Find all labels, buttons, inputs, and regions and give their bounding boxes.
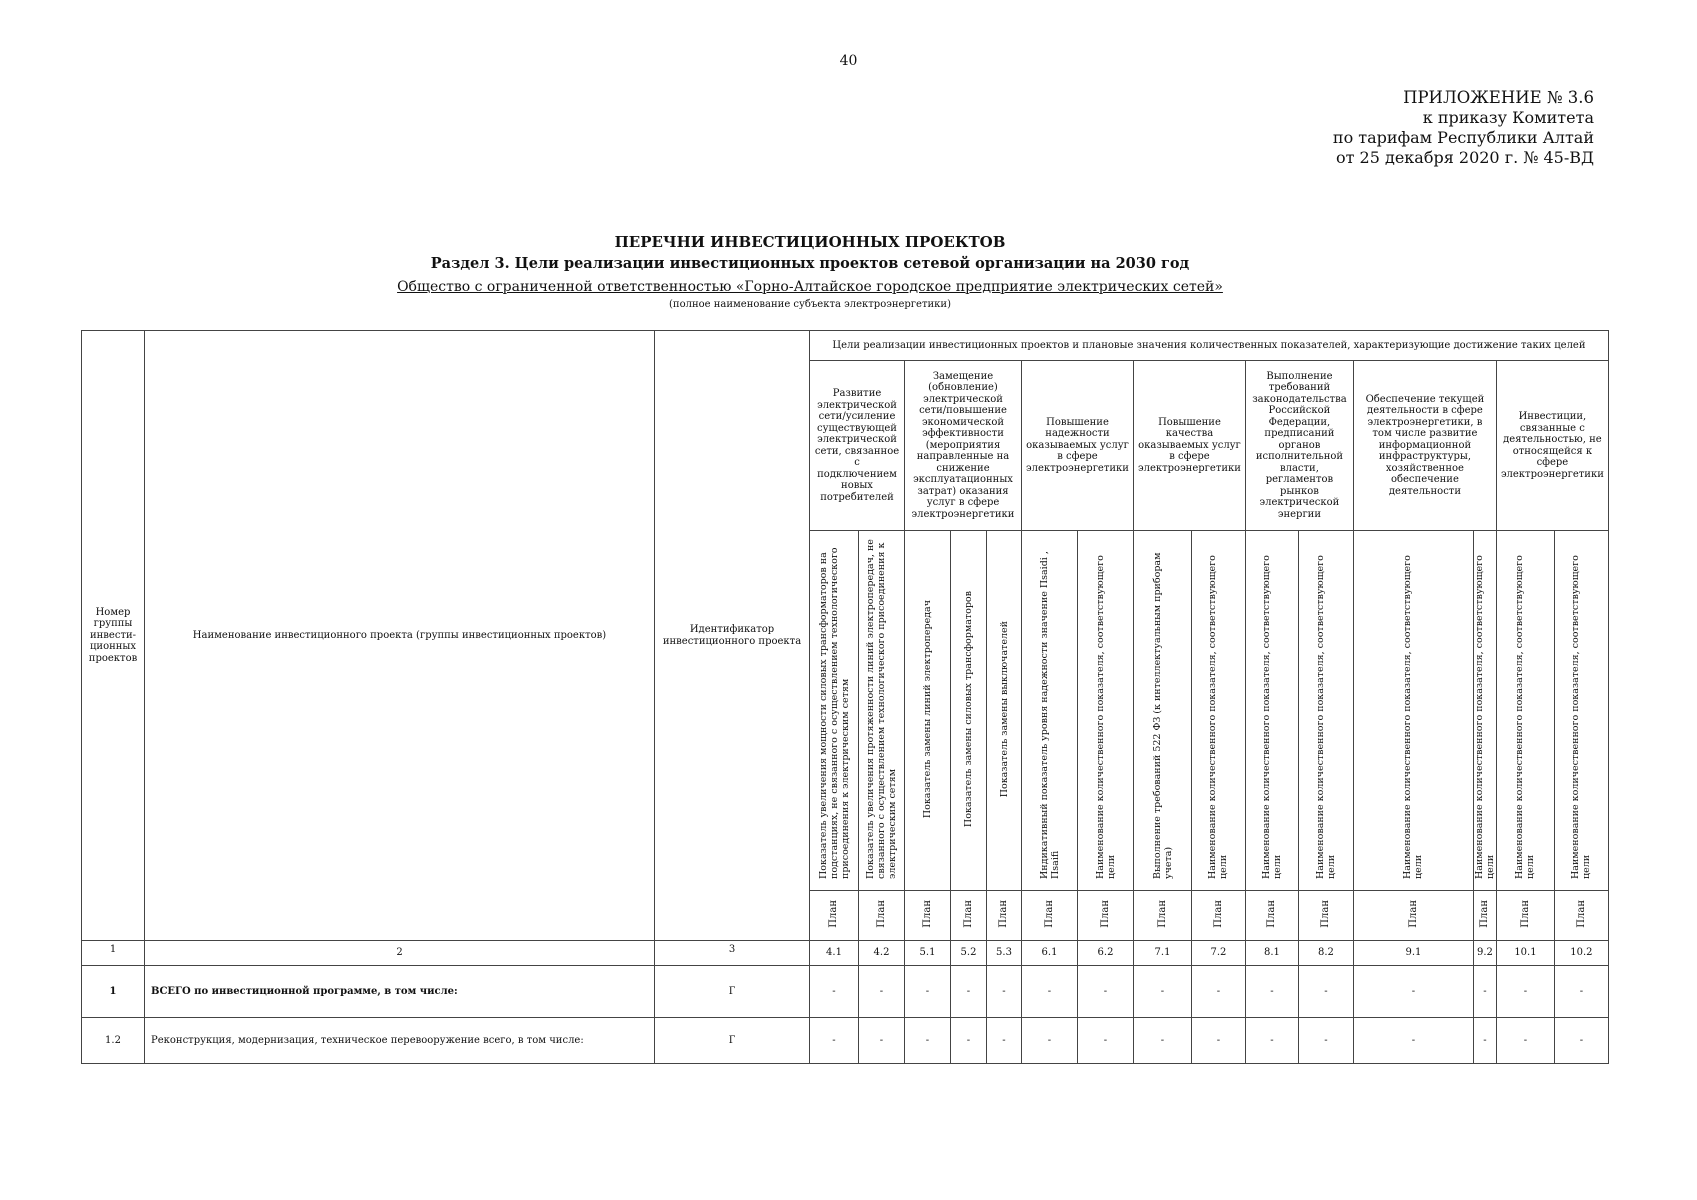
row-value: -	[1134, 1018, 1192, 1064]
indicator-8-2: Наименование количественного показателя, соответствующего цели	[1298, 531, 1353, 891]
row-value: -	[1298, 1018, 1353, 1064]
indicator-8-1: Наименование количественного показателя, соответствующего цели	[1245, 531, 1298, 891]
indicator-4-1: Показатель увеличения мощности силовых трансформаторов на подстанциях, не связанного с осуществлением технологического присоединения к электрическим сетям	[810, 531, 859, 891]
plan-label: План	[1298, 891, 1353, 941]
header-goal-group-6: Повышение надежности оказываемых услуг в сфере электроэнергетики	[1022, 361, 1134, 531]
appendix-line-3: по тарифам Республики Алтай	[1332, 128, 1594, 147]
organization-caption: (полное наименование субъекта электроэнергетики)	[669, 299, 951, 310]
indicator-4-2: Показатель увеличения протяженности линий электропередач, не связанного с осуществлением технологического присоединения к электрическим сетям	[859, 531, 905, 891]
row-value: -	[1245, 1018, 1298, 1064]
row-value: -	[987, 966, 1022, 1018]
row-value: -	[1245, 966, 1298, 1018]
row-value: -	[1192, 966, 1246, 1018]
row-value: -	[1192, 1018, 1246, 1064]
indicator-6-1: Индикативный показатель уровня надежности значение Пsaidi , Пsaifi	[1022, 531, 1078, 891]
header-goal-group-8: Выполнение требований законодательства Российской Федерации, предписаний органов исполнительной власти, регламентов рынков электрической энергии	[1245, 361, 1353, 531]
column-number: 3	[655, 941, 810, 966]
column-number: 5.2	[951, 941, 987, 966]
row-number: 1.2	[82, 1018, 145, 1064]
row-project-name: ВСЕГО по инвестиционной программе, в том числе:	[145, 966, 655, 1018]
row-value: -	[1134, 966, 1192, 1018]
indicator-6-2: Наименование количественного показателя, соответствующего цели	[1078, 531, 1134, 891]
header-goal-group-4: Развитие электрической сети/усиление существующей электрической сети, связанное с подключением новых потребителей	[810, 361, 905, 531]
appendix-block	[1333, 88, 1594, 168]
column-number: 10.1	[1496, 941, 1554, 966]
column-number: 10.2	[1554, 941, 1608, 966]
header-group-number: Номер группы инвести-ционных проектов	[82, 331, 145, 941]
title-block	[80, 232, 1540, 312]
column-number: 4.1	[810, 941, 859, 966]
column-number: 1	[82, 941, 145, 966]
row-value: -	[810, 1018, 859, 1064]
column-number: 8.1	[1245, 941, 1298, 966]
indicator-9-1: Наименование количественного показателя, соответствующего цели	[1353, 531, 1473, 891]
indicator-7-1: Выполнение требований 522 ФЗ (к интеллектуальным приборам учета)	[1134, 531, 1192, 891]
row-value: -	[951, 966, 987, 1018]
investment-projects-table	[81, 330, 1609, 1064]
plan-label: План	[1245, 891, 1298, 941]
row-value: -	[1554, 966, 1608, 1018]
header-goal-group-10: Инвестиции, связанные с деятельностью, не относящейся к сфере электроэнергетики	[1496, 361, 1608, 531]
row-project-name: Реконструкция, модернизация, техническое перевооружение всего, в том числе:	[145, 1018, 655, 1064]
row-value: -	[905, 1018, 951, 1064]
row-value: -	[905, 966, 951, 1018]
row-project-id: Г	[655, 966, 810, 1018]
row-value: -	[859, 966, 905, 1018]
document-title: ПЕРЕЧНИ ИНВЕСТИЦИОННЫХ ПРОЕКТОВ	[614, 233, 1006, 251]
row-value: -	[810, 966, 859, 1018]
row-value: -	[1554, 1018, 1608, 1064]
organization-name: Общество с ограниченной ответственностью «Горно-Алтайское городское предприятие электрических сетей»	[397, 279, 1223, 295]
column-number: 7.1	[1134, 941, 1192, 966]
header-goal-group-5: Замещение (обновление) электрической сети/повышение экономической эффективности (мероприятия направленные на снижение эксплуатационных затрат) оказания услуг в сфере электроэнергетики	[905, 361, 1022, 531]
row-value: -	[859, 1018, 905, 1064]
plan-label: План	[905, 891, 951, 941]
column-number: 6.1	[1022, 941, 1078, 966]
plan-label: План	[1192, 891, 1246, 941]
row-value: -	[1473, 1018, 1496, 1064]
header-project-name: Наименование инвестиционного проекта (группы инвестиционных проектов)	[145, 331, 655, 941]
plan-label: План	[1473, 891, 1496, 941]
row-value: -	[1078, 1018, 1134, 1064]
plan-label: План	[1554, 891, 1608, 941]
row-value: -	[1298, 966, 1353, 1018]
table-row	[82, 966, 1609, 1018]
row-project-id: Г	[655, 1018, 810, 1064]
plan-label: План	[810, 891, 859, 941]
column-number: 7.2	[1192, 941, 1246, 966]
header-goal-group-7: Повышение качества оказываемых услуг в сфере электроэнергетики	[1134, 361, 1246, 531]
appendix-line-4: от 25 декабря 2020 г. № 45-ВД	[1335, 148, 1594, 167]
column-number: 2	[145, 941, 655, 966]
indicator-5-3: Показатель замены выключателей	[987, 531, 1022, 891]
row-value: -	[1496, 1018, 1554, 1064]
column-number: 9.2	[1473, 941, 1496, 966]
plan-label: План	[1022, 891, 1078, 941]
column-number: 9.1	[1353, 941, 1473, 966]
row-value: -	[1078, 966, 1134, 1018]
row-value: -	[1022, 966, 1078, 1018]
column-number: 4.2	[859, 941, 905, 966]
row-value: -	[1353, 966, 1473, 1018]
indicator-10-2: Наименование количественного показателя, соответствующего цели	[1554, 531, 1608, 891]
header-goals: Цели реализации инвестиционных проектов и плановые значения количественных показателей, характеризующие достижение таких целей	[810, 331, 1609, 361]
plan-label: План	[987, 891, 1022, 941]
row-value: -	[1473, 966, 1496, 1018]
indicator-5-2: Показатель замены силовых трансформаторов	[951, 531, 987, 891]
appendix-line-2: к приказу Комитета	[1422, 108, 1594, 127]
row-value: -	[1022, 1018, 1078, 1064]
plan-label: План	[1496, 891, 1554, 941]
page-number: 40	[839, 53, 858, 69]
plan-label: План	[1134, 891, 1192, 941]
indicator-5-1: Показатель замены линий электропередач	[905, 531, 951, 891]
header-project-id: Идентификатор инвестиционного проекта	[655, 331, 810, 941]
plan-label: План	[1353, 891, 1473, 941]
row-value: -	[987, 1018, 1022, 1064]
plan-label: План	[951, 891, 987, 941]
header-goal-group-9: Обеспечение текущей деятельности в сфере электроэнергетики, в том числе развитие информационной инфраструктуры, хозяйственное обеспечение деятельности	[1353, 361, 1496, 531]
row-value: -	[1496, 966, 1554, 1018]
column-number: 5.3	[987, 941, 1022, 966]
appendix-line-1: ПРИЛОЖЕНИЕ № 3.6	[1403, 88, 1594, 107]
plan-label: План	[859, 891, 905, 941]
column-number: 6.2	[1078, 941, 1134, 966]
section-title: Раздел 3. Цели реализации инвестиционных проектов сетевой организации на 2030 год	[430, 255, 1190, 272]
indicator-7-2: Наименование количественного показателя, соответствующего цели	[1192, 531, 1246, 891]
row-number: 1	[82, 966, 145, 1018]
column-number: 5.1	[905, 941, 951, 966]
table-row	[82, 1018, 1609, 1064]
indicator-9-2: Наименование количественного показателя, соответствующего цели	[1473, 531, 1496, 891]
indicator-10-1: Наименование количественного показателя, соответствующего цели	[1496, 531, 1554, 891]
plan-label: План	[1078, 891, 1134, 941]
row-value: -	[951, 1018, 987, 1064]
column-number: 8.2	[1298, 941, 1353, 966]
row-value: -	[1353, 1018, 1473, 1064]
